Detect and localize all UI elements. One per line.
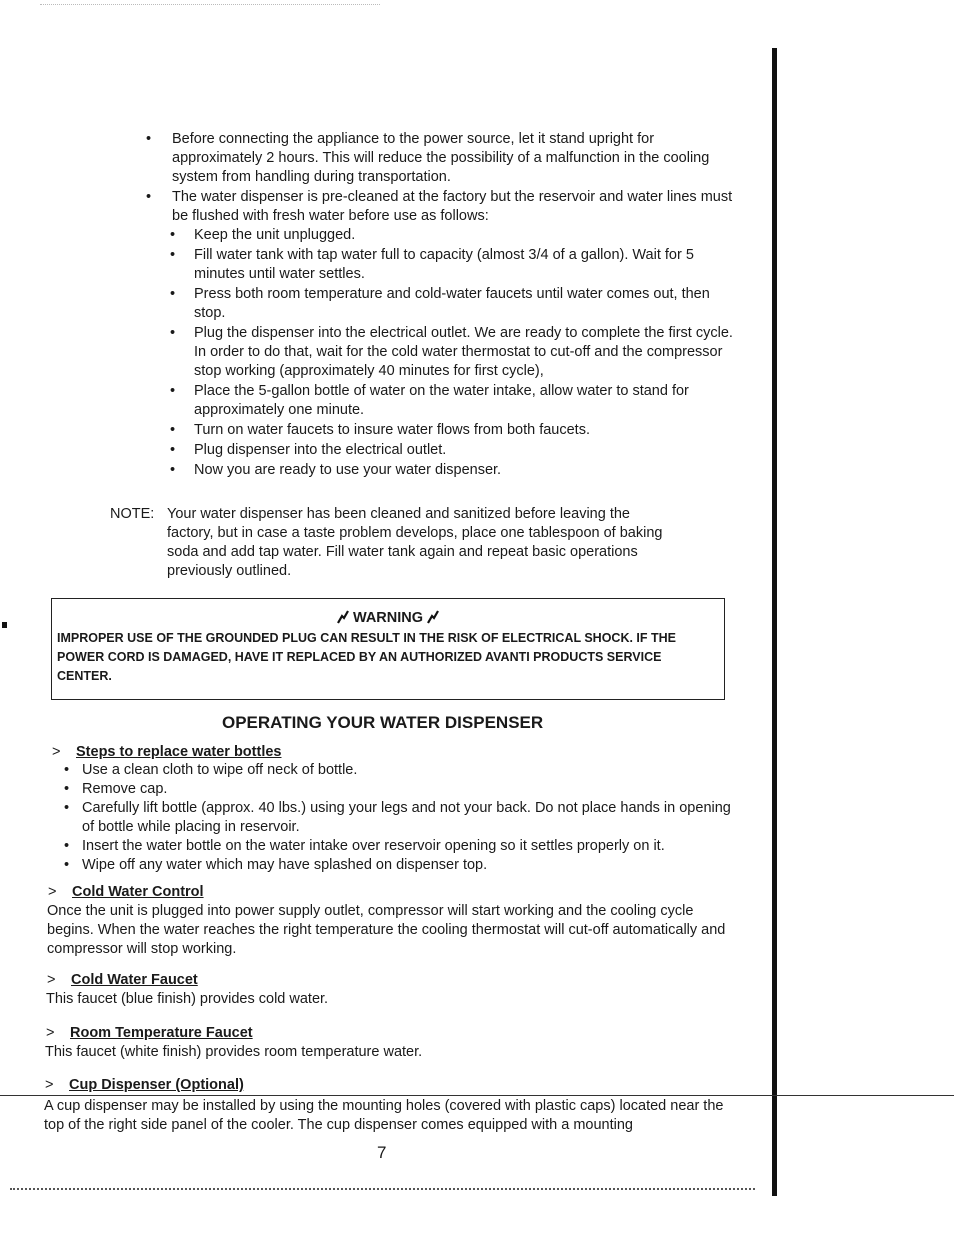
section-title: OPERATING YOUR WATER DISPENSER bbox=[222, 713, 544, 732]
scan-fold-line bbox=[0, 1095, 954, 1096]
heading-text: Steps to replace water bottles bbox=[76, 744, 282, 760]
heading-text: Room Temperature Faucet bbox=[70, 1025, 253, 1041]
warning-box bbox=[51, 598, 725, 700]
intro-bullet-list bbox=[172, 130, 742, 481]
binding-edge-rule bbox=[772, 48, 777, 1196]
heading-text: Cup Dispenser (Optional) bbox=[69, 1077, 244, 1093]
list-item: • Keep the unit unplugged. bbox=[194, 226, 742, 245]
list-item bbox=[172, 188, 742, 480]
warning-text: IMPROPER USE OF THE GROUNDED PLUG CAN RESULT IN THE RISK OF ELECTRICAL SHOCK. IF THE POWER CORD IS DAMAGED, HAVE IT REPLACED BY AN AUTHORIZED AVANTI PRODUCTS SERVICE CENTER. bbox=[57, 631, 677, 683]
subsection-heading bbox=[52, 743, 281, 762]
list-item: • Press both room temperature and cold-water faucets until water comes out, then stop. bbox=[194, 285, 742, 323]
list-item: • Place the 5-gallon bottle of water on the water intake, allow water to stand for approximately one minute. bbox=[194, 382, 742, 420]
arrow-bullet-icon: > bbox=[46, 1025, 55, 1041]
flush-steps-list bbox=[194, 226, 742, 480]
list-item: • Use a clean cloth to wipe off neck of bottle. bbox=[82, 761, 742, 780]
scan-artifact-bottom bbox=[10, 1188, 755, 1190]
subsection-heading bbox=[46, 1024, 253, 1043]
list-item: • Plug the dispenser into the electrical outlet. We are ready to complete the first cycle. In order to do that, wait for the cold water thermostat to cut-off and the compressor stop working (approximately 40 minutes for first cycle), bbox=[194, 324, 742, 381]
list-item: • Turn on water faucets to insure water flows from both faucets. bbox=[194, 421, 742, 440]
warning-title-text: WARNING bbox=[352, 610, 424, 626]
paragraph: This faucet (white finish) provides room temperature water. bbox=[45, 1044, 423, 1060]
subsection-heading bbox=[45, 1076, 244, 1095]
arrow-bullet-icon: > bbox=[48, 884, 57, 900]
list-item: • Insert the water bottle on the water intake over reservoir opening so it settles properly on it. bbox=[82, 837, 742, 856]
list-item: • Plug dispenser into the electrical outlet. bbox=[194, 441, 742, 460]
list-item: • Fill water tank with tap water full to capacity (almost 3/4 of a gallon). Wait for 5 minutes until water settles. bbox=[194, 246, 742, 284]
list-item: • Before connecting the appliance to the power source, let it stand upright for approximately 2 hours. This will reduce the possibility of a malfunction in the cooling system from handling during transportation. bbox=[172, 130, 742, 187]
note-label: NOTE: bbox=[110, 506, 155, 522]
paragraph: A cup dispenser may be installed by using the mounting holes (covered with plastic caps) located near the top of the right side panel of the cooler. The cup dispenser comes equipped with a mounting bbox=[44, 1098, 724, 1133]
subsection-heading bbox=[47, 971, 198, 990]
warning-title bbox=[52, 609, 724, 628]
lightning-icon bbox=[337, 610, 349, 624]
list-item: • Wipe off any water which may have splashed on dispenser top. bbox=[82, 856, 742, 875]
subsection-heading bbox=[48, 883, 204, 902]
scan-artifact-top bbox=[40, 4, 380, 5]
arrow-bullet-icon: > bbox=[52, 744, 61, 760]
paragraph: This faucet (blue finish) provides cold water. bbox=[46, 991, 329, 1007]
list-item-text: The water dispenser is pre-cleaned at the factory but the reservoir and water lines must be flushed with fresh water before use as follows: bbox=[172, 189, 733, 224]
heading-text: Cold Water Control bbox=[72, 884, 204, 900]
list-item: • Now you are ready to use your water dispenser. bbox=[194, 461, 742, 480]
paragraph: Once the unit is plugged into power supply outlet, compressor will start working and the cooling cycle begins. When the water reaches the right temperature the cooling thermostat will cut-off automatically and compressor will stop working. bbox=[47, 903, 726, 957]
page-number: 7 bbox=[377, 1143, 387, 1162]
list-item: • Remove cap. bbox=[82, 780, 742, 799]
note-block bbox=[110, 505, 670, 581]
list-item: • Carefully lift bottle (approx. 40 lbs.) using your legs and not your back. Do not place hands in opening of bottle while placing in reservoir. bbox=[82, 799, 742, 837]
note-text: Your water dispenser has been cleaned and sanitized before leaving the factory, but in case a taste problem develops, place one tablespoon of baking soda and add tap water. Fill water tank again and repeat basic operations previously outlined. bbox=[167, 506, 663, 579]
lightning-icon bbox=[427, 610, 439, 624]
heading-text: Cold Water Faucet bbox=[71, 972, 198, 988]
arrow-bullet-icon: > bbox=[47, 972, 56, 988]
scan-mark bbox=[2, 622, 7, 628]
replace-steps-list bbox=[82, 761, 742, 875]
arrow-bullet-icon: > bbox=[45, 1077, 54, 1093]
